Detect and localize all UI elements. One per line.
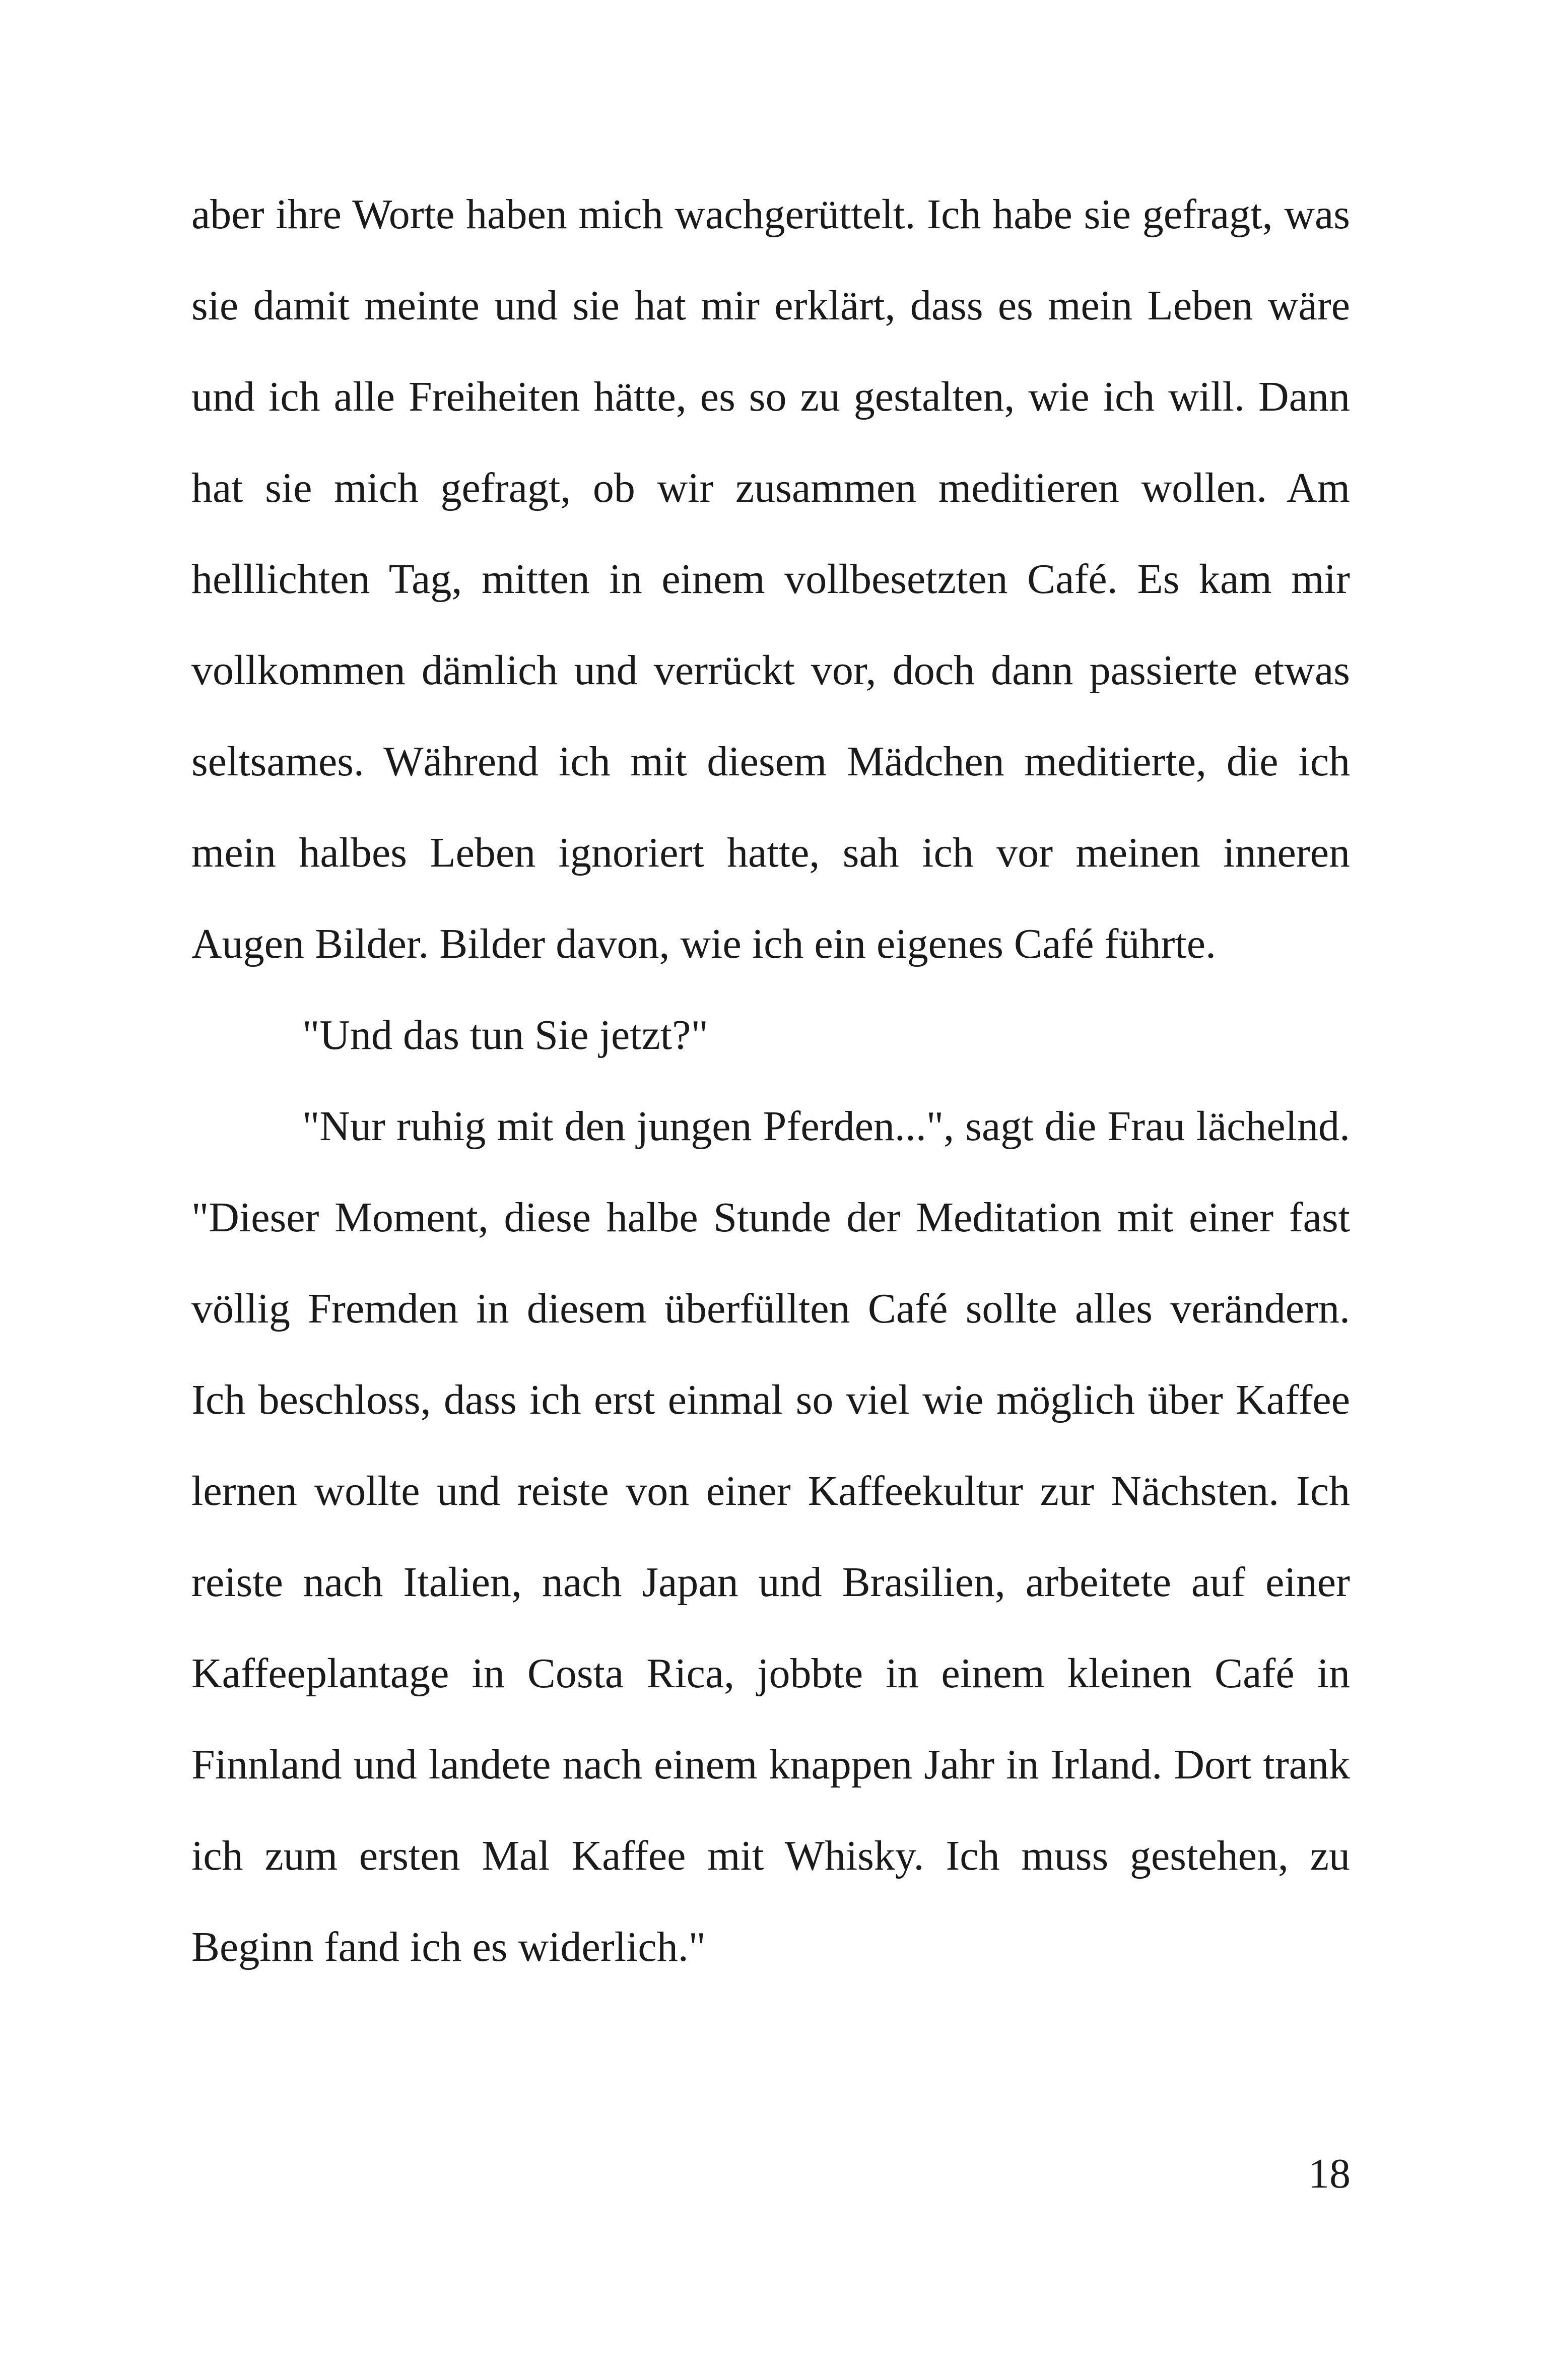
paragraph-question: "Und das tun Sie jetzt?"	[302, 1012, 708, 1059]
paragraph-answer: "Nur ruhig mit den jungen Pferden...", sagt die Frau lächelnd. "Dieser Moment, diese halbe Stunde der Meditation mit einer fast völlig Fremden in diesem überfüllten Café sollte alles verändern. Ich beschloss, dass ich erst einmal so viel wie möglich über Kaffee lernen wollte und reiste von einer Kaffeekultur zur Nächsten. Ich reiste nach Italien, nach Japan und Brasilien, arbeitete auf einer Kaffeeplantage in Costa Rica, jobbte in einem kleinen Café in Finnland und landete nach einem knappen Jahr in Irland. Dort trank ich zum ersten Mal Kaffee mit Whisky. Ich muss gestehen, zu Beginn fand ich es widerlich."	[191, 1103, 1350, 1970]
body-text	[191, 169, 1350, 1993]
paragraph-continuation: aber ihre Worte haben mich wachgerüttelt. Ich habe sie gefragt, was sie damit meinte und sie hat mir erklärt, dass es mein Leben wäre und ich alle Freiheiten hätte, es so zu gestalten, wie ich will. Dann hat sie mich gefragt, ob wir zusammen meditieren wollen. Am helllichten Tag, mitten in einem vollbesetzten Café. Es kam mir vollkommen dämlich und verrückt vor, doch dann passierte etwas seltsames. Während ich mit diesem Mädchen meditierte, die ich mein halbes Leben ignoriert hatte, sah ich vor meinen inneren Augen Bilder. Bilder davon, wie ich ein eigenes Café führte.	[191, 191, 1350, 967]
page-number: 18	[1308, 2150, 1351, 2197]
